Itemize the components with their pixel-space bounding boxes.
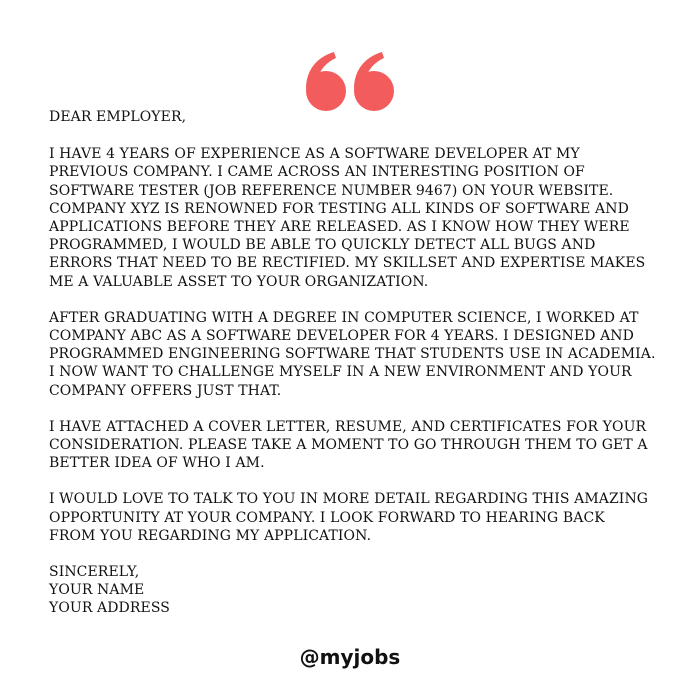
- paragraph-line: SOFTWARE TESTER (JOB REFERENCE NUMBER 9467) ON YOUR WEBSITE.: [49, 182, 614, 199]
- paragraph-line: PREVIOUS COMPANY. I CAME ACROSS AN INTERESTING POSITION OF: [49, 164, 585, 181]
- quote-mark-left: [306, 52, 346, 111]
- quote-mark-right: [354, 52, 394, 111]
- signature-name: YOUR NAME: [49, 582, 145, 599]
- social-handle: @myjobs: [299, 645, 401, 669]
- closing-phrase: SINCERELY,: [49, 564, 140, 581]
- paragraph-line: APPLICATIONS BEFORE THEY ARE RELEASED. AS I KNOW HOW THEY WERE: [49, 219, 630, 236]
- sign-off: [49, 563, 669, 618]
- paragraph-line: PROGRAMMED ENGINEERING SOFTWARE THAT STUDENTS USE IN ACADEMIA.: [49, 346, 656, 363]
- paragraph-closing-remarks: [49, 490, 669, 545]
- paragraph-line: I HAVE 4 YEARS OF EXPERIENCE AS A SOFTWARE DEVELOPER AT MY: [49, 146, 580, 163]
- paragraph-line: OPPORTUNITY AT YOUR COMPANY. I LOOK FORWARD TO HEARING BACK: [49, 509, 605, 526]
- paragraph-line: BETTER IDEA OF WHO I AM.: [49, 455, 265, 472]
- paragraph-line: COMPANY OFFERS JUST THAT.: [49, 382, 282, 399]
- paragraph-line: I WOULD LOVE TO TALK TO YOU IN MORE DETAIL REGARDING THIS AMAZING: [49, 491, 649, 508]
- signature-address: YOUR ADDRESS: [49, 600, 170, 617]
- paragraph-line: COMPANY XYZ IS RENOWNED FOR TESTING ALL KINDS OF SOFTWARE AND: [49, 200, 629, 217]
- paragraph-line: CONSIDERATION. PLEASE TAKE A MOMENT TO GO THROUGH THEM TO GET A: [49, 437, 648, 454]
- paragraph-line: ERRORS THAT NEED TO BE RECTIFIED. MY SKILLSET AND EXPERTISE MAKES: [49, 255, 646, 272]
- paragraph-line: PROGRAMMED, I WOULD BE ABLE TO QUICKLY DETECT ALL BUGS AND: [49, 237, 596, 254]
- paragraph-line: I NOW WANT TO CHALLENGE MYSELF IN A NEW ENVIRONMENT AND YOUR: [49, 364, 632, 381]
- cover-letter: [49, 108, 669, 618]
- paragraph-education: [49, 309, 669, 400]
- salutation: DEAR EMPLOYER,: [49, 109, 187, 125]
- paragraph-line: I HAVE ATTACHED A COVER LETTER, RESUME, AND CERTIFICATES FOR YOUR: [49, 418, 647, 435]
- paragraph-line: AFTER GRADUATING WITH A DEGREE IN COMPUTER SCIENCE, I WORKED AT: [49, 309, 639, 326]
- double-quote-icon: [303, 50, 399, 114]
- paragraph-line: FROM YOU REGARDING MY APPLICATION.: [49, 527, 372, 544]
- paragraph-attachments: [49, 418, 669, 473]
- paragraph-experience: [49, 145, 669, 291]
- paragraph-line: COMPANY ABC AS A SOFTWARE DEVELOPER FOR 4 YEARS. I DESIGNED AND: [49, 328, 634, 345]
- paragraph-line: ME A VALUABLE ASSET TO YOUR ORGANIZATION.: [49, 273, 429, 290]
